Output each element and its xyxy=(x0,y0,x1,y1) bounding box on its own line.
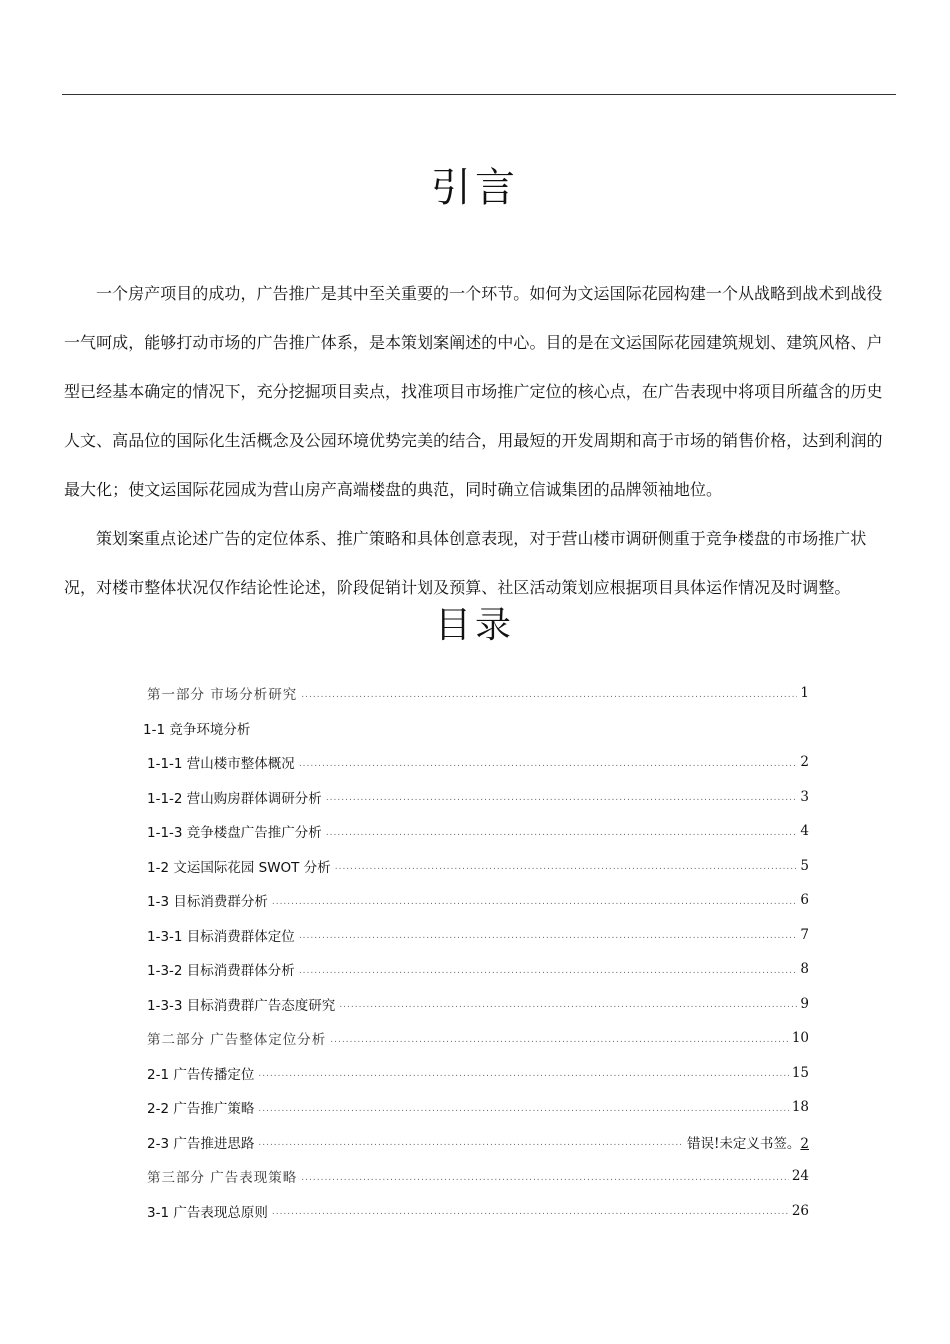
toc-entry-label: 1-1 竞争环境分析 xyxy=(143,721,251,738)
toc-entry-label: 1-3-3 目标消费群广告态度研究 xyxy=(147,997,336,1014)
toc-entry-page xyxy=(789,1099,809,1115)
toc-entry-label: 2-3 广告推进思路 xyxy=(147,1135,255,1152)
toc-entry-label: 第三部分 广告表现策略 xyxy=(147,1170,298,1187)
toc-entry-page xyxy=(684,1132,809,1152)
toc-page-number: 7 xyxy=(800,926,809,943)
toc-entry[interactable] xyxy=(147,1021,809,1056)
toc-entry-label: 1-2 文运国际花园 SWOT 分析 xyxy=(147,859,331,876)
toc-entry[interactable] xyxy=(147,1194,809,1229)
toc-entry[interactable] xyxy=(147,918,809,953)
intro-paragraph: 一个房产项目的成功，广告推广是其中至关重要的一个环节。如何为文运国际花园构建一个从战略到战术到战役一气呵成，能够打动市场的广告推广体系，是本策划案阐述的中心。目的是在文运国际花园建筑规划、建筑风格、户型已经基本确定的情况下，充分挖掘项目卖点，找准项目市场推广定位的核心点，在广告表现中将项目所蕴含的历史人文、高品位的国际化生活概念及公园环境优势完美的结合，用最短的开发周期和高于市场的销售价格，达到利润的最大化；使文运国际花园成为营山房产高端楼盘的典范，同时确立信诚集团的品牌领袖地位。 xyxy=(64,284,883,499)
toc-leader-dots xyxy=(330,1035,789,1056)
toc-leader-dots xyxy=(326,828,798,849)
toc-entry-label: 2-2 广告推广策略 xyxy=(147,1101,255,1118)
toc-entry[interactable] xyxy=(147,883,809,918)
toc-entry[interactable] xyxy=(147,849,809,884)
toc-page-number: 8 xyxy=(800,961,809,978)
toc-entry[interactable] xyxy=(147,780,809,815)
toc-entry-page xyxy=(789,1203,809,1219)
toc-entry-page xyxy=(797,996,809,1012)
toc-entry[interactable] xyxy=(147,676,809,711)
toc-entry[interactable] xyxy=(147,814,809,849)
toc-entry-label: 1-1-3 竞争楼盘广告推广分析 xyxy=(147,825,322,842)
toc-entry-label: 1-1-2 营山购房群体调研分析 xyxy=(147,790,322,807)
toc-leader-dots xyxy=(301,690,797,711)
toc-entry-page xyxy=(789,1065,809,1081)
toc-entry[interactable] xyxy=(147,1056,809,1091)
toc-leader-dots xyxy=(258,1069,788,1090)
toc-entry-page xyxy=(797,685,809,701)
toc-entry-page xyxy=(797,754,809,770)
toc-entry-label: 第二部分 广告整体定位分析 xyxy=(147,1032,327,1049)
toc-page-number: 10 xyxy=(791,1030,809,1047)
toc-entry-label: 1-3 目标消费群分析 xyxy=(147,894,268,911)
toc-page-number: 5 xyxy=(800,857,809,874)
toc-leader-dots xyxy=(301,1173,789,1194)
toc-entry-label: 1-1-1 营山楼市整体概况 xyxy=(147,756,295,773)
toc-leader-dots xyxy=(339,1000,797,1021)
toc-page-number: 18 xyxy=(791,1099,809,1116)
toc-entry[interactable] xyxy=(147,1159,809,1194)
toc-entry-page xyxy=(797,789,809,805)
toc-entry-label: 3-1 广告表现总原则 xyxy=(147,1204,268,1221)
toc-leader-dots xyxy=(326,793,798,814)
toc-page-number: 1 xyxy=(800,685,809,702)
toc-page-number: 9 xyxy=(800,995,809,1012)
toc-page-number: 2 xyxy=(800,754,809,771)
toc-page-number: 26 xyxy=(791,1202,809,1219)
intro-paragraph: 策划案重点论述广告的定位体系、推广策略和具体创意表现，对于营山楼市调研侧重于竞争楼盘的市场推广状况，对楼市整体状况仅作结论性论述，阶段促销计划及预算、社区活动策划应根据项目具体运作情况及时调整。 xyxy=(64,529,867,597)
toc-entry-page xyxy=(789,1030,809,1046)
toc-entry[interactable] xyxy=(147,987,809,1022)
toc-entry[interactable] xyxy=(143,711,809,746)
toc-leader-dots xyxy=(272,1207,789,1228)
toc-entry[interactable] xyxy=(147,952,809,987)
toc-page-number: 24 xyxy=(791,1168,809,1185)
toc-leader-dots xyxy=(299,966,798,987)
toc-entry-page xyxy=(797,858,809,874)
toc-page-number: 错误!未定义书签。 xyxy=(686,1135,801,1152)
toc-entry[interactable] xyxy=(147,1125,809,1160)
toc-page-number: 15 xyxy=(791,1064,809,1081)
toc-page-number: 4 xyxy=(800,823,809,840)
toc-entry-page xyxy=(797,892,809,908)
toc-page-link[interactable]: 2 xyxy=(800,1135,809,1152)
toc-leader-dots xyxy=(299,931,798,952)
toc-entry[interactable] xyxy=(147,745,809,780)
toc-title: 目录 xyxy=(434,605,515,646)
header-rule xyxy=(62,94,896,95)
toc-entry[interactable] xyxy=(147,1090,809,1125)
toc-page-number: 3 xyxy=(800,788,809,805)
toc-leader-dots xyxy=(335,862,798,883)
table-of-contents xyxy=(143,676,809,1228)
toc-entry-label: 第一部分 市场分析研究 xyxy=(147,687,298,704)
toc-entry-page xyxy=(797,823,809,839)
toc-leader-dots xyxy=(299,759,798,780)
intro-body xyxy=(64,269,898,612)
intro-title: 引言 xyxy=(431,165,519,211)
toc-entry-page xyxy=(789,1168,809,1184)
toc-entry-label: 1-3-1 目标消费群体定位 xyxy=(147,928,295,945)
toc-page-number: 6 xyxy=(800,892,809,909)
toc-leader-dots xyxy=(258,1104,788,1125)
toc-leader-dots xyxy=(272,897,798,918)
toc-entry-label: 2-1 广告传播定位 xyxy=(147,1066,255,1083)
toc-leader-dots xyxy=(258,1138,684,1159)
toc-entry-page xyxy=(797,961,809,977)
toc-entry-label: 1-3-2 目标消费群体分析 xyxy=(147,963,295,980)
toc-entry-page xyxy=(797,927,809,943)
